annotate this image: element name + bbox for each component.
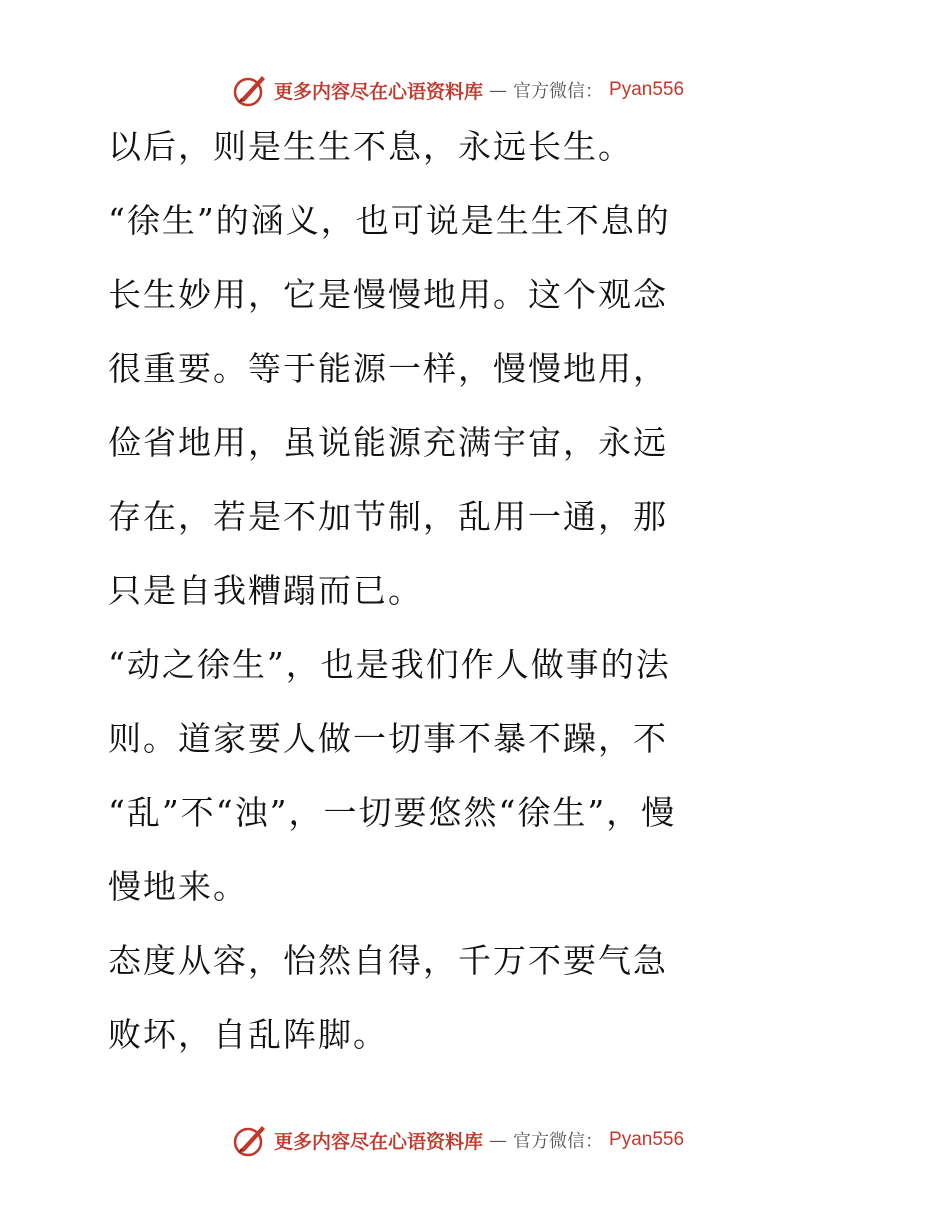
banner-site-text: 更多内容尽在心语资料库 (274, 80, 484, 103)
body-line: 则。道家要人做一切事不暴不躁，不 (108, 719, 668, 758)
body-line: 长生妙用，它是慢慢地用。这个观念 (108, 275, 668, 314)
banner-wechat-id: Pyan556 (609, 1129, 685, 1150)
quill-pen-icon (232, 72, 268, 108)
banner-separator: — (489, 79, 508, 101)
body-line: 俭省地用，虽说能源充满宇宙，永远 (108, 423, 668, 462)
body-line: 存在，若是不加节制，乱用一通，那 (108, 497, 668, 536)
body-line: 只是自我糟蹋而已。 (108, 571, 423, 610)
body-line: 态度从容，怡然自得，千万不要气急 (108, 941, 668, 980)
banner-official-text: 官方微信： (513, 1131, 604, 1152)
body-line: 以后，则是生生不息，永远长生。 (108, 127, 633, 166)
banner-separator: — (489, 1129, 508, 1151)
footer-banner (232, 1120, 684, 1160)
body-line: “徐生”的涵义，也可说是生生不息的 (108, 201, 671, 240)
quill-pen-icon (232, 1122, 268, 1158)
body-line: “动之徐生”，也是我们作人做事的法 (108, 645, 671, 684)
body-line: 败坏，自乱阵脚。 (108, 1015, 388, 1054)
banner-official-text: 官方微信： (513, 81, 604, 102)
body-line: 慢地来。 (108, 867, 248, 906)
body-line: “乱”不“浊”，一切要悠然“徐生”，慢 (108, 793, 677, 832)
header-banner (232, 70, 684, 110)
banner-site-text: 更多内容尽在心语资料库 (274, 1130, 484, 1153)
page-body (108, 122, 908, 1084)
banner-wechat-id: Pyan556 (609, 79, 685, 100)
body-line: 很重要。等于能源一样，慢慢地用， (108, 349, 668, 388)
